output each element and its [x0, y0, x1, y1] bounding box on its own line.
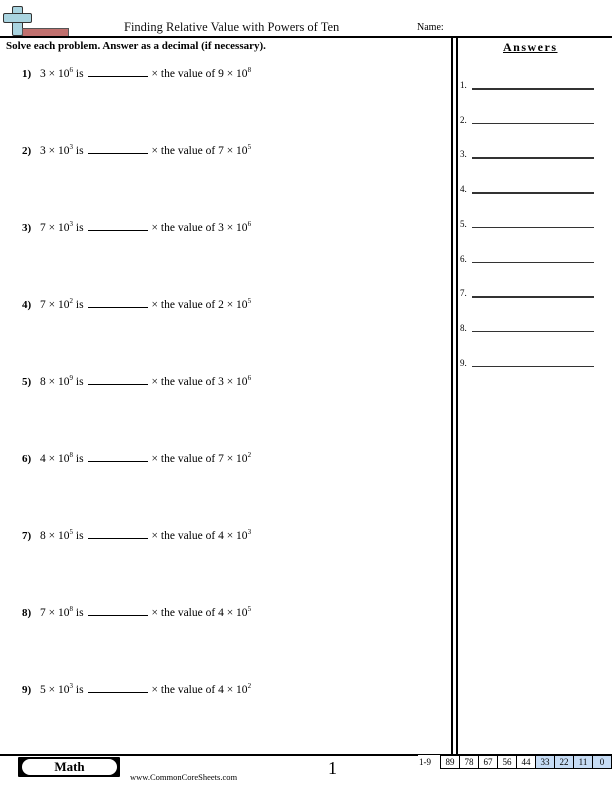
answer-row [460, 219, 608, 229]
is-text: is [73, 684, 84, 696]
score-cell: 22 [555, 756, 574, 768]
problem-number: 4) [22, 299, 32, 311]
exponent-a: 5 [69, 528, 73, 536]
problem-number: 7) [22, 530, 32, 542]
problem-number: 1) [22, 68, 32, 80]
score-cell: 33 [536, 756, 555, 768]
exponent-b: 6 [247, 220, 252, 228]
answer-row [460, 184, 608, 194]
problem-number: 6) [22, 453, 32, 465]
exponent-b: 8 [247, 66, 252, 74]
answer-row [460, 149, 608, 159]
answer-label: 3. [460, 149, 467, 160]
term-a: 7 × 10 [40, 299, 70, 311]
exponent-b: 5 [247, 297, 252, 305]
answer-row [460, 115, 608, 125]
term-b: × the value of 3 × 10 [151, 376, 248, 388]
term-b: × the value of 3 × 10 [151, 222, 248, 234]
score-cell: 89 [441, 756, 460, 768]
problem-number: 8) [22, 607, 32, 619]
problem-number: 2) [22, 145, 32, 157]
answer-label: 8. [460, 322, 467, 333]
is-text: is [73, 299, 84, 311]
term-b: × the value of 9 × 10 [151, 68, 248, 80]
answer-blank[interactable] [88, 451, 148, 462]
score-cell: 44 [517, 756, 536, 768]
problem-item [22, 66, 251, 80]
subject-label: Math [22, 759, 117, 775]
answer-row [460, 80, 608, 90]
term-a: 8 × 10 [40, 530, 70, 542]
score-cell: 67 [479, 756, 498, 768]
score-range-label: 1-9 [419, 757, 431, 767]
answer-line[interactable] [472, 296, 594, 298]
answer-blank[interactable] [88, 528, 148, 539]
answer-line[interactable] [472, 123, 594, 125]
exponent-a: 3 [69, 682, 73, 690]
exponent-b: 5 [247, 605, 252, 613]
score-cell: 11 [574, 756, 593, 768]
column-divider [451, 36, 453, 754]
answer-label: 5. [460, 218, 467, 229]
footer-rule [0, 754, 418, 756]
answer-line[interactable] [472, 331, 594, 333]
term-b: × the value of 7 × 10 [151, 145, 248, 157]
term-b: × the value of 4 × 10 [151, 530, 248, 542]
is-text: is [73, 453, 84, 465]
answer-line[interactable] [472, 366, 594, 368]
exponent-b: 5 [247, 143, 252, 151]
answer-label: 2. [460, 114, 467, 125]
score-table [440, 755, 612, 769]
answer-blank[interactable] [88, 220, 148, 231]
answer-blank[interactable] [88, 297, 148, 308]
term-a: 3 × 10 [40, 145, 70, 157]
answer-label: 9. [460, 357, 467, 368]
term-a: 3 × 10 [40, 68, 70, 80]
answer-row [460, 288, 608, 298]
is-text: is [73, 145, 84, 157]
name-label: Name: [417, 22, 444, 33]
website-link[interactable]: www.CommonCoreSheets.com [130, 772, 238, 782]
is-text: is [73, 607, 84, 619]
answer-label: 1. [460, 80, 467, 90]
exponent-b: 2 [247, 682, 252, 690]
exponent-b: 3 [247, 528, 252, 536]
exponent-a: 8 [69, 451, 73, 459]
problem-item [22, 143, 251, 157]
answer-blank[interactable] [88, 605, 148, 616]
answer-blank[interactable] [88, 682, 148, 693]
answers-title: Answers [503, 40, 558, 54]
answer-blank[interactable] [88, 66, 148, 77]
problem-item [22, 605, 251, 619]
exponent-a: 3 [69, 143, 73, 151]
problem-item [22, 374, 251, 388]
term-a: 7 × 10 [40, 222, 70, 234]
problem-number: 5) [22, 376, 32, 388]
term-b: × the value of 4 × 10 [151, 684, 248, 696]
score-cell: 56 [498, 756, 517, 768]
exponent-a: 2 [69, 297, 73, 305]
problem-item [22, 682, 251, 696]
answer-label: 6. [460, 253, 467, 264]
term-a: 5 × 10 [40, 684, 70, 696]
is-text: is [73, 68, 84, 80]
answer-row [460, 323, 608, 333]
answer-line[interactable] [472, 262, 594, 264]
score-cell: 0 [593, 756, 611, 768]
term-a: 7 × 10 [40, 607, 70, 619]
problem-number: 3) [22, 222, 32, 234]
exponent-a: 9 [69, 374, 73, 382]
answer-line[interactable] [472, 88, 594, 90]
term-b: × the value of 4 × 10 [151, 607, 248, 619]
exponent-a: 6 [69, 66, 73, 74]
column-divider [456, 36, 458, 754]
term-b: × the value of 7 × 10 [151, 453, 248, 465]
worksheet-title: Finding Relative Value with Powers of Ten [124, 20, 340, 34]
term-b: × the value of 2 × 10 [151, 299, 248, 311]
exponent-a: 8 [69, 605, 73, 613]
answer-row [460, 358, 608, 368]
problem-item [22, 297, 251, 311]
page-number: 1 [328, 758, 337, 778]
problem-item [22, 220, 251, 234]
is-text: is [73, 376, 84, 388]
term-a: 8 × 10 [40, 376, 70, 388]
answer-line[interactable] [472, 227, 594, 229]
problem-number: 9) [22, 684, 32, 696]
answer-label: 7. [460, 288, 467, 299]
plus-logo-icon-bar [3, 13, 32, 23]
is-text: is [73, 222, 84, 234]
answer-row [460, 254, 608, 264]
is-text: is [73, 530, 84, 542]
answer-label: 4. [460, 184, 467, 195]
term-a: 4 × 10 [40, 453, 70, 465]
exponent-b: 2 [247, 451, 252, 459]
answer-line[interactable] [472, 157, 594, 159]
problem-item [22, 528, 251, 542]
score-cell: 78 [460, 756, 479, 768]
answer-line[interactable] [472, 192, 594, 194]
exponent-a: 3 [69, 220, 73, 228]
header-rule [0, 36, 612, 38]
problem-item [22, 451, 251, 465]
answer-blank[interactable] [88, 143, 148, 154]
exponent-b: 6 [247, 374, 252, 382]
answer-blank[interactable] [88, 374, 148, 385]
instructions: Solve each problem. Answer as a decimal (if necessary). [6, 40, 266, 52]
